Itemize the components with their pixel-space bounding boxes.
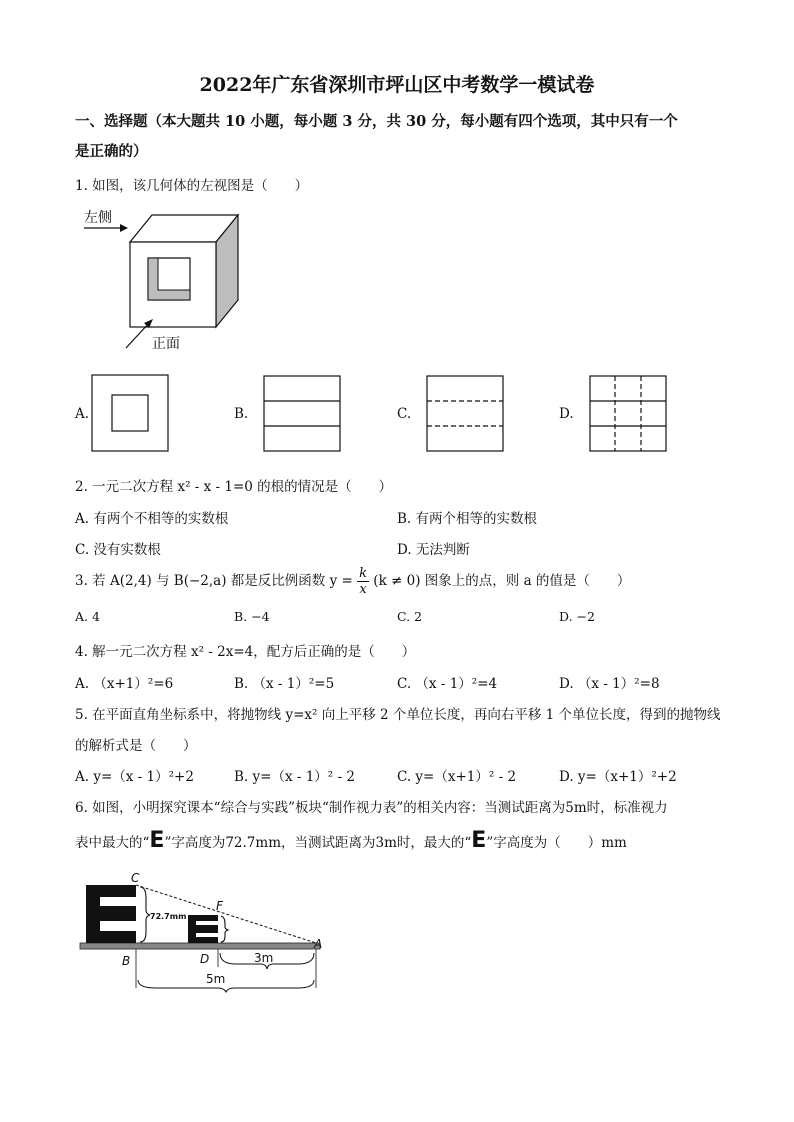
q1-option-c-label: C.: [397, 406, 412, 422]
q2-option-c: C. 没有实数根: [75, 542, 161, 558]
question-4-text: 4. 解一元二次方程 x² - 2x=4，配方后正确的是（ ）: [75, 644, 416, 660]
q4-option-a: A. （x+1）²=6: [75, 676, 174, 692]
section-heading-line1: 一、选择题（本大题共 10 小题，每小题 3 分，共 30 分，每小题有四个选项，其中只有一个: [75, 113, 678, 130]
question-6-text-line1: 6. 如图，小明探究课本“综合与实践”板块“制作视力表”的相关内容：当测试距离为5m时，标准视力: [75, 800, 668, 816]
q3-option-b: B. −4: [234, 609, 270, 624]
q4-option-c: C. （x - 1）²=4: [397, 676, 498, 692]
q1-option-d-figure: [589, 375, 669, 455]
q6-text-2a: 表中最大的“: [75, 835, 150, 851]
small-height-brace: [221, 916, 228, 942]
q2-option-b: B. 有两个相等的实数根: [397, 511, 538, 527]
label-5m: 5m: [206, 972, 226, 986]
q1-option-c-figure: [426, 375, 506, 455]
point-c: C: [131, 871, 140, 885]
height-label: 72.7mm: [150, 912, 187, 921]
point-b: B: [122, 954, 131, 968]
section-heading-line2: 是正确的）: [75, 143, 148, 160]
height-brace: [140, 887, 150, 942]
question-6-text-line2: [75, 828, 627, 856]
q3-option-a: A. 4: [75, 609, 100, 624]
q1-option-a-label: A.: [75, 406, 90, 422]
q5-option-d: D. y=（x+1）²+2: [559, 769, 677, 785]
q1-option-b-figure: [263, 375, 343, 455]
question-3-text: [75, 564, 630, 598]
q1-option-d-label: D.: [559, 406, 574, 422]
q3-fraction-denominator: x: [359, 582, 367, 597]
q5-option-a: A. y=（x - 1）²+2: [75, 769, 194, 785]
q2-option-d: D. 无法判断: [397, 542, 470, 558]
q3-fraction: [357, 567, 369, 596]
label-3m: 3m: [254, 951, 274, 965]
page-title: 2022年广东省深圳市坪山区中考数学一模试卷: [199, 74, 595, 96]
q4-option-b: B. （x - 1）²=5: [234, 676, 335, 692]
q3-text-b: (k ≠ 0) 图象上的点，则 a 的值是（ ）: [373, 573, 631, 589]
q4-option-d: D. （x - 1）²=8: [559, 676, 660, 692]
q1-option-b-label: B.: [234, 406, 249, 422]
q5-option-c: C. y=（x+1）² - 2: [397, 769, 517, 785]
question-1-text: 1. 如图，该几何体的左视图是（ ）: [75, 178, 309, 194]
q6-text-2c: ”字高度为（ ）mm: [486, 835, 627, 851]
small-e-body: [188, 915, 218, 943]
left-arrow-head: [120, 224, 128, 232]
ground-line: [80, 943, 320, 949]
q6-text-2b: ”字高度为72.7mm，当测试距离为3m时，最大的“: [164, 835, 472, 851]
q6-big-e-symbol-1: E: [149, 828, 165, 853]
q6-eye-chart-figure: [76, 870, 336, 995]
q2-option-a: A. 有两个不相等的实数根: [75, 511, 229, 527]
question-2-text: 2. 一元二次方程 x² - x - 1=0 的根的情况是（ ）: [75, 479, 393, 495]
q1-option-a-figure: [91, 374, 171, 454]
brace-5m: [138, 980, 314, 992]
q3-option-c: C. 2: [397, 609, 423, 624]
q3-option-d: D. −2: [559, 609, 595, 624]
q1-solid-figure: [78, 200, 258, 360]
q6-big-e-symbol-2: E: [471, 828, 487, 853]
point-d: D: [200, 952, 210, 966]
label-left: 左侧: [84, 210, 112, 226]
big-e-body: [86, 885, 136, 943]
question-5-text-line2: 的解析式是（ ）: [75, 738, 197, 754]
label-front: 正面: [152, 336, 180, 352]
question-5-text-line1: 5. 在平面直角坐标系中，将抛物线 y=x² 向上平移 2 个单位长度，再向右平移 1 个单位长度，得到的抛物线: [75, 707, 721, 723]
q3-text-a: 3. 若 A(2,4) 与 B(−2,a) 都是反比例函数 y =: [75, 573, 353, 589]
point-a: A: [314, 937, 323, 951]
q5-option-b: B. y=（x - 1）² - 2: [234, 769, 355, 785]
point-f: F: [216, 899, 223, 913]
q3-fraction-numerator: k: [359, 566, 367, 581]
